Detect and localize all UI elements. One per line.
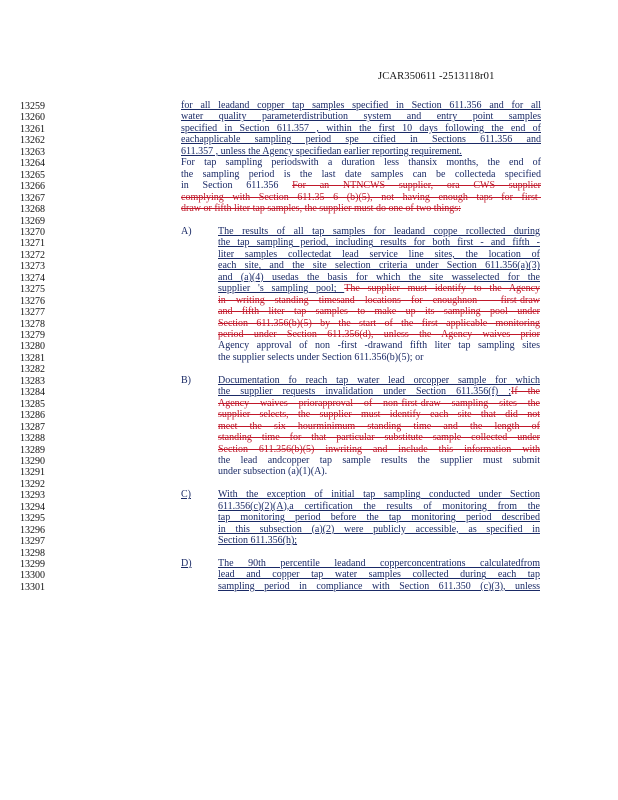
inserted-text: The results of all tap samples for leadand coppe rcollected during (218, 225, 540, 237)
deleted-text: draw or fifth liter tap samples, the supplier must do one of two things: (181, 203, 461, 215)
line-number: 13282 (20, 364, 45, 376)
line-number: 13265 (20, 169, 45, 181)
text-span: the lead andcopper tap sample results the supplier must submit (218, 454, 540, 466)
text-span: Agency approval of non -first -drawand fifth liter tap sampling sites (218, 340, 540, 352)
line-number: 13291 (20, 467, 45, 479)
list-label: C) (181, 489, 191, 501)
deleted-text: supplier selects, the supplier must identify each site that did not (218, 409, 540, 421)
line-number: 13293 (20, 490, 45, 502)
document-header: JCAR350611 -2513118r01 (378, 71, 495, 82)
text-line (218, 340, 540, 352)
inserted-text: lead and copper tap water samples collected during each tap (218, 569, 540, 581)
line-number: 13270 (20, 226, 45, 238)
deleted-text: Agency waives priorapproval of non-first-draw sampling sites the (218, 397, 540, 409)
line-number: 13274 (20, 272, 45, 284)
deleted-text: complying with Section 611.35 6 (b)(5), not having enough taps for first- (181, 191, 541, 203)
text-line (218, 329, 540, 341)
text-line (218, 489, 540, 501)
line-number: 13288 (20, 433, 45, 445)
text-line (218, 237, 540, 249)
inserted-text: the supplier requests invalidation under Section 611.356(f) ; (218, 386, 512, 398)
inserted-text: eachapplicable sampling period spe cified in Sections 611.356 and (181, 134, 541, 146)
text-line (218, 512, 540, 524)
inserted-text: specified in Section 611.357 , within the first 10 days following the end of (181, 122, 541, 134)
line-number: 13277 (20, 307, 45, 319)
deleted-text: in writing standing timesand locations for enoughnon - first-draw (218, 294, 540, 306)
text-span: under subsection (a)(1)(A). (218, 466, 328, 478)
inserted-text: With the exception of initial tap sampling conducted under Section (218, 489, 540, 501)
line-number: 13285 (20, 398, 45, 410)
text-line (218, 569, 540, 581)
text-line (218, 524, 540, 536)
line-number: 13264 (20, 158, 45, 170)
text-line (218, 386, 540, 398)
line-number: 13296 (20, 524, 45, 536)
deleted-text: period under Section 611.356(d), unless the Agency waives prior (218, 329, 540, 340)
inserted-text: in this subsection (a)(2) were publicly accessible, as specified in (218, 523, 540, 535)
line-number: 13281 (20, 352, 45, 364)
list-label: B) (181, 374, 191, 386)
inserted-text: The 90th percentile leadand copperconcentrations calculatedfrom (218, 558, 540, 569)
text-line (181, 192, 541, 204)
text-line (218, 581, 540, 593)
line-number: 13280 (20, 341, 45, 353)
inserted-text: the tap sampling period, including results for both first - and fifth - (218, 237, 540, 249)
line-number: 13267 (20, 192, 45, 204)
text-line (218, 409, 540, 421)
text-span: the sampling period is the last date samples can be collecteda specified (181, 168, 541, 180)
line-number: 13290 (20, 455, 45, 467)
text-line (181, 157, 541, 169)
inserted-text: 611.356(c)(2)(A),a certification the results of monitoring from the (218, 500, 540, 512)
line-number: 13300 (20, 570, 45, 582)
inserted-text: and (a)(4) usedas the basis for which the site wasselected for the (218, 271, 540, 283)
inserted-text: Documentation fo reach tap water lead orcopper sample for which (218, 374, 540, 386)
text-line (218, 444, 540, 456)
text-line (218, 226, 540, 238)
text-line (218, 558, 540, 570)
text-line (181, 169, 541, 181)
line-number: 13299 (20, 559, 45, 570)
line-number: 13272 (20, 249, 45, 261)
line-number: 13297 (20, 536, 45, 548)
text-line (218, 306, 540, 318)
line-number: 13283 (20, 375, 45, 387)
text-span: in Section 611.356 (181, 180, 293, 192)
text-line (218, 260, 540, 272)
deleted-text: meet the six hourminimum standing time and the length of (218, 420, 540, 432)
text-line (218, 283, 540, 295)
deleted-text: Section 611.356(b)(5) by the start of the first applicable monitoring (218, 317, 540, 329)
deleted-text: Section 611.356(b)(5) inwriting and include this information with (218, 443, 540, 455)
deleted-text: The supplier must identify to the Agency (344, 283, 540, 295)
inserted-text: each site, and the site selection criteria under Section 611.356(a)(3) (218, 260, 540, 272)
text-line (218, 466, 540, 478)
text-line (218, 352, 540, 364)
text-line (181, 134, 541, 146)
deleted-text: standing time for that particular substitute sample collected under (218, 432, 540, 444)
inserted-text: supplier 's sampling pool; (218, 283, 345, 295)
text-line (218, 249, 540, 261)
text-line (181, 146, 541, 158)
line-number: 13276 (20, 295, 45, 307)
text-line (218, 375, 540, 387)
line-number: 13294 (20, 501, 45, 513)
deleted-text: If the (511, 386, 540, 398)
text-line (218, 272, 540, 284)
text-line (218, 421, 540, 433)
deleted-text: and fifth liter tap samples to make up its sampling pool under (218, 306, 540, 318)
text-line (218, 455, 540, 467)
line-number: 13286 (20, 410, 45, 422)
inserted-text: tap monitoring period before the tap monitoring period described (218, 512, 540, 524)
list-label: A) (181, 225, 192, 237)
line-number: 13284 (20, 387, 45, 399)
line-number: 13269 (20, 215, 45, 227)
text-line (218, 501, 540, 513)
line-number: 13278 (20, 318, 45, 330)
line-number: 13298 (20, 547, 45, 559)
text-line (181, 203, 541, 215)
line-number: 13292 (20, 478, 45, 490)
inserted-text: 611.357 , unless the Agency specifiedan earlier reporting requirement. (181, 145, 462, 157)
inserted-text: sampling period in compliance with Section 611.350 (c)(3), unless (218, 580, 540, 592)
line-number: 13289 (20, 444, 45, 456)
text-line (218, 432, 540, 444)
line-number: 13279 (20, 330, 45, 341)
text-span: For tap sampling periodswith a duration less thansix months, the end of (181, 157, 541, 169)
line-number: 13262 (20, 135, 45, 147)
line-number: 13266 (20, 181, 45, 193)
inserted-text: water quality parameterdistribution system and entry point samples (181, 111, 541, 123)
inserted-text: liter samples collectedat lead service line sites, the location of (218, 248, 540, 260)
line-number: 13295 (20, 513, 45, 525)
text-line (181, 180, 541, 192)
list-label: D) (181, 558, 192, 569)
line-number: 13263 (20, 146, 45, 158)
line-number: 13259 (20, 101, 45, 112)
text-line (218, 535, 540, 547)
line-number: 13275 (20, 284, 45, 296)
line-number: 13271 (20, 238, 45, 250)
text-line (218, 398, 540, 410)
inserted-text: for all leadand copper tap samples specified in Section 611.356 and for all (181, 100, 541, 111)
line-number: 13301 (20, 581, 45, 593)
deleted-text: For an NTNCWS supplier, ora CWS supplier (292, 180, 541, 192)
text-line (218, 295, 540, 307)
line-number: 13261 (20, 123, 45, 135)
text-line (181, 111, 541, 123)
line-number: 13273 (20, 261, 45, 273)
text-line (181, 100, 541, 112)
text-line (218, 318, 540, 330)
text-span: the supplier selects under Section 611.356(b)(5); or (218, 351, 424, 363)
line-number: 13268 (20, 204, 45, 216)
line-number: 13287 (20, 421, 45, 433)
text-line (181, 123, 541, 135)
line-number: 13260 (20, 112, 45, 124)
inserted-text: Section 611.356(h); (218, 535, 298, 547)
